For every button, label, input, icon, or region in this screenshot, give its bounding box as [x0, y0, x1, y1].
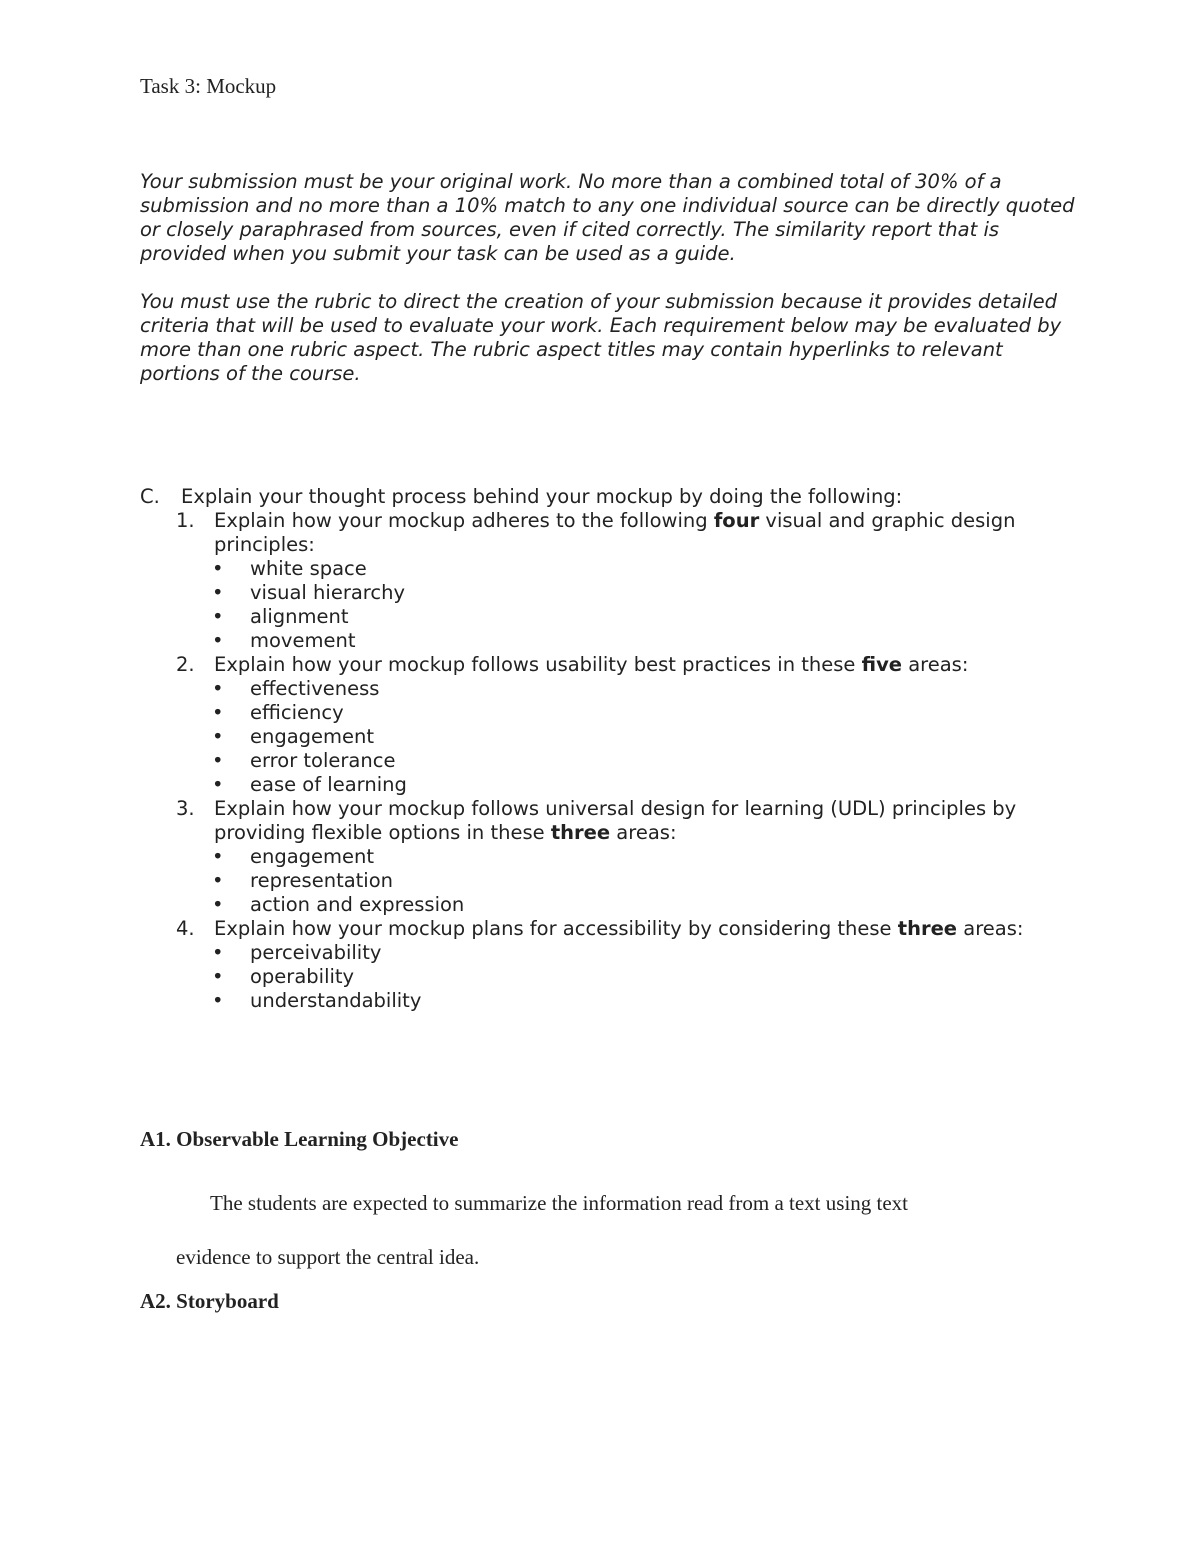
list-item [212, 629, 1100, 653]
list-item [212, 725, 1100, 749]
bullet-icon: • [212, 581, 224, 604]
bullet-list [140, 941, 1100, 1013]
bullet-icon: • [212, 845, 224, 868]
section-c-outline [140, 485, 1100, 1013]
bullet-text: movement [250, 629, 356, 652]
bullet-text: visual hierarchy [250, 581, 405, 604]
item-emphasis: three [897, 917, 958, 940]
item-text [214, 797, 1100, 845]
bullet-icon: • [212, 869, 224, 892]
item-emphasis: three [550, 821, 611, 844]
item-emphasis: four [713, 509, 760, 532]
objective-body-line1: The students are expected to summarize the information read from a text using text [210, 1191, 909, 1215]
originality-note: Your submission must be your original work. No more than a combined total of 30% of a submission and no more than a 10% match to any one individual source can be directly quoted or closely paraphrased from sources, even if cited correctly. The similarity report that is provided when you submit your task can be used as a guide. [140, 170, 1075, 265]
item-text-before: Explain how your mockup plans for accessibility by considering these [214, 917, 898, 940]
list-item [212, 677, 1100, 701]
list-item [212, 581, 1100, 605]
item-text-after: areas: [957, 917, 1024, 940]
section-c-text: Explain your thought process behind your mockup by doing the following: [181, 485, 903, 508]
document-title: Task 3: Mockup [140, 74, 277, 98]
item-text-before: Explain how your mockup follows usability best practices in these [214, 653, 862, 676]
bullet-text: perceivability [250, 941, 382, 964]
item-number: 4. [176, 917, 195, 940]
item-number: 1. [176, 509, 195, 532]
list-item [212, 869, 1100, 893]
item-text-after: visual and graphic design principles: [214, 509, 1016, 556]
item-emphasis: five [861, 653, 902, 676]
bullet-text: alignment [250, 605, 349, 628]
bullet-icon: • [212, 893, 224, 916]
list-item [212, 965, 1100, 989]
bullet-text: representation [250, 869, 394, 892]
requirement-item [176, 509, 1100, 557]
bullet-list [140, 557, 1100, 653]
bullet-icon: • [212, 557, 224, 580]
bullet-icon: • [212, 677, 224, 700]
bullet-icon: • [212, 749, 224, 772]
objective-heading: A1. Observable Learning Objective [140, 1127, 459, 1151]
item-text [214, 509, 1100, 557]
list-item [212, 605, 1100, 629]
bullet-icon: • [212, 701, 224, 724]
bullet-text: efficiency [250, 701, 344, 724]
bullet-icon: • [212, 965, 224, 988]
list-item [212, 773, 1100, 797]
item-number: 3. [176, 797, 195, 820]
list-item [212, 893, 1100, 917]
requirement-item [176, 797, 1100, 845]
bullet-text: engagement [250, 725, 375, 748]
item-text [214, 917, 1100, 941]
list-item [212, 989, 1100, 1013]
item-text [214, 653, 1100, 677]
bullet-list [140, 677, 1100, 797]
bullet-text: white space [250, 557, 367, 580]
item-text-before: Explain how your mockup follows universal design for learning (UDL) principles by providing flexible options in these [214, 797, 1017, 844]
list-item [212, 749, 1100, 773]
bullet-icon: • [212, 989, 224, 1012]
section-c-label: C. [140, 485, 160, 508]
rubric-note: You must use the rubric to direct the creation of your submission because it provides detailed criteria that will be used to evaluate your work. Each requirement below may be evaluated by more than one rubric aspect. The rubric aspect titles may contain hyperlinks to relevant portions of the course. [140, 290, 1062, 385]
bullet-text: operability [250, 965, 355, 988]
bullet-text: engagement [250, 845, 375, 868]
bullet-text: understandability [250, 989, 422, 1012]
section-c-intro [140, 485, 1100, 509]
list-item [212, 845, 1100, 869]
bullet-icon: • [212, 941, 224, 964]
objective-body-line2: evidence to support the central idea. [176, 1245, 480, 1269]
item-text-before: Explain how your mockup adheres to the following [214, 509, 714, 532]
item-text-after: areas: [610, 821, 677, 844]
item-text-after: areas: [902, 653, 969, 676]
list-item [212, 701, 1100, 725]
list-item [212, 557, 1100, 581]
requirement-item [176, 653, 1100, 677]
bullet-list [140, 845, 1100, 917]
bullet-text: action and expression [250, 893, 465, 916]
bullet-icon: • [212, 629, 224, 652]
bullet-text: ease of learning [250, 773, 407, 796]
bullet-text: error tolerance [250, 749, 396, 772]
bullet-text: effectiveness [250, 677, 380, 700]
bullet-icon: • [212, 725, 224, 748]
list-item [212, 941, 1100, 965]
storyboard-heading: A2. Storyboard [140, 1289, 279, 1313]
bullet-icon: • [212, 605, 224, 628]
item-number: 2. [176, 653, 195, 676]
bullet-icon: • [212, 773, 224, 796]
requirement-item [176, 917, 1100, 941]
objective-body [140, 1176, 1020, 1284]
